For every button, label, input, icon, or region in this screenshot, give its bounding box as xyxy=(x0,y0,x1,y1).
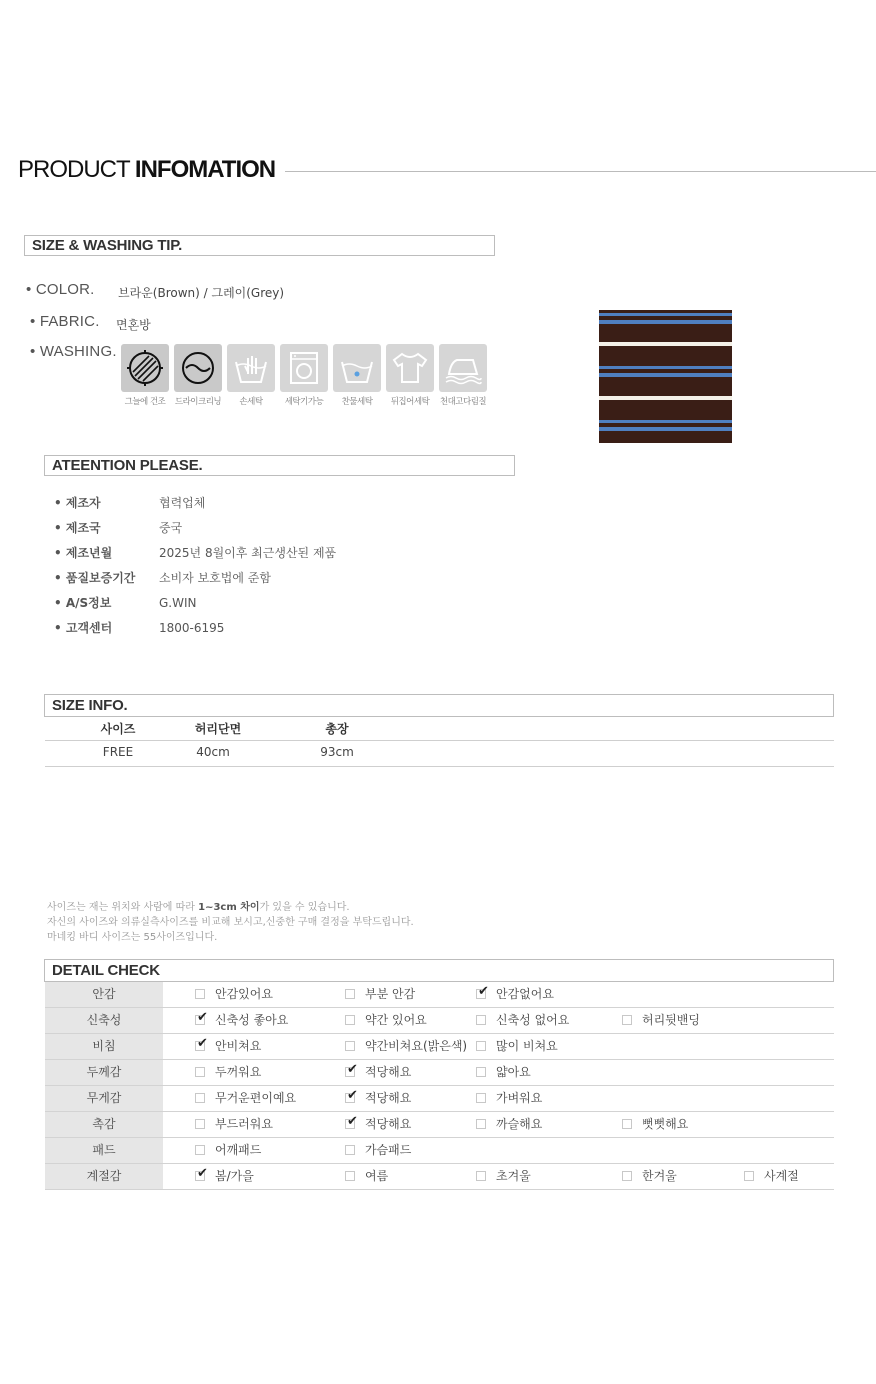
checkbox[interactable] xyxy=(622,1119,632,1129)
inside-out-wash-icon xyxy=(386,344,434,392)
size-col-header: 총장 xyxy=(325,722,349,736)
detail-option-label: 어깨패드 xyxy=(215,1143,262,1157)
washing-label: • WASHING. xyxy=(30,343,117,360)
detail-key: 무게감 xyxy=(45,1086,163,1111)
checkbox-checked[interactable] xyxy=(476,984,489,999)
size-washing-header: SIZE & WASHING TIP. xyxy=(24,235,495,256)
attention-key: • A/S정보 xyxy=(54,596,112,610)
detail-option-label: 얇아요 xyxy=(496,1065,531,1079)
detail-key: 패드 xyxy=(45,1138,163,1163)
detail-key: 안감 xyxy=(45,982,163,1007)
checkbox-checked[interactable] xyxy=(345,1088,358,1103)
iron-with-cloth-icon xyxy=(439,344,487,392)
wash-item-hand-wash xyxy=(227,344,275,407)
wash-label: 뒤집어세탁 xyxy=(390,397,430,407)
checkbox[interactable] xyxy=(476,1171,486,1181)
detail-option-label: 많이 비쳐요 xyxy=(496,1039,558,1053)
wash-label: 세탁기가능 xyxy=(284,397,324,407)
check-icon: ✔ xyxy=(197,1036,208,1051)
title-light: PRODUCT xyxy=(18,156,130,183)
checkbox[interactable] xyxy=(345,1145,355,1155)
color-label: • COLOR. xyxy=(26,281,95,298)
title-divider xyxy=(285,171,876,172)
check-icon: ✔ xyxy=(347,1062,358,1077)
wash-item-cold-wash xyxy=(333,344,381,407)
wash-item-washing-machine xyxy=(280,344,328,407)
checkbox[interactable] xyxy=(345,1171,355,1181)
dry-clean-icon xyxy=(174,344,222,392)
size-cell: 40cm xyxy=(196,745,230,759)
detail-key: 비침 xyxy=(45,1034,163,1059)
checkbox-checked[interactable] xyxy=(195,1036,208,1051)
wash-item-iron xyxy=(439,344,487,407)
detail-option-label: 신축성 좋아요 xyxy=(215,1013,289,1027)
detail-option-label: 여름 xyxy=(365,1169,389,1183)
size-cell: FREE xyxy=(102,745,134,759)
detail-option-label: 사계절 xyxy=(764,1169,799,1183)
fabric-label: • FABRIC. xyxy=(30,313,100,330)
detail-option-label: 까슬해요 xyxy=(496,1117,543,1131)
detail-option-label: 부분 안감 xyxy=(365,987,416,1001)
detail-option-label: 뻣뻣해요 xyxy=(642,1117,689,1131)
detail-key: 계절감 xyxy=(45,1164,163,1189)
fabric-value: 면혼방 xyxy=(116,318,151,332)
detail-row xyxy=(45,1138,834,1164)
attention-key: • 제조자 xyxy=(54,496,101,510)
size-info-header: SIZE INFO. xyxy=(44,694,834,717)
detail-option-label: 초겨울 xyxy=(496,1169,531,1183)
attention-value: 중국 xyxy=(159,521,183,535)
size-note-2: 자신의 사이즈와 의류실측사이즈를 비교해 보시고,신중한 구매 결정을 부탁드립니다. xyxy=(47,917,414,928)
detail-option-label: 안감없어요 xyxy=(496,987,554,1001)
fabric-swatch-image xyxy=(599,310,732,443)
wash-label: 그늘에 건조 xyxy=(124,397,166,407)
checkbox[interactable] xyxy=(195,1093,205,1103)
attention-key: • 고객센터 xyxy=(54,621,113,635)
detail-option-label: 적당해요 xyxy=(365,1117,412,1131)
checkbox[interactable] xyxy=(744,1171,754,1181)
size-cell: 93cm xyxy=(320,745,354,759)
color-value: 브라운(Brown) / 그레이(Grey) xyxy=(118,286,285,300)
detail-key: 촉감 xyxy=(45,1112,163,1137)
check-icon: ✔ xyxy=(347,1114,358,1129)
detail-key: 신축성 xyxy=(45,1008,163,1033)
checkbox[interactable] xyxy=(622,1015,632,1025)
detail-option-label: 약간비쳐요(밝은색) xyxy=(365,1039,468,1053)
detail-option-label: 가벼워요 xyxy=(496,1091,543,1105)
page-title xyxy=(18,156,275,184)
checkbox[interactable] xyxy=(476,1093,486,1103)
check-icon: ✔ xyxy=(197,1010,208,1025)
size-note-3: 마네킹 바디 사이즈는 55사이즈입니다. xyxy=(47,932,218,943)
wash-label: 드라이크리닝 xyxy=(174,397,222,407)
detail-row xyxy=(45,1086,834,1112)
checkbox[interactable] xyxy=(476,1119,486,1129)
checkbox-checked[interactable] xyxy=(345,1062,358,1077)
attention-value: 소비자 보호법에 준함 xyxy=(159,571,271,585)
detail-option-label: 두꺼워요 xyxy=(215,1065,262,1079)
attention-value: 협력업체 xyxy=(159,496,206,510)
attention-key: • 제조국 xyxy=(54,521,101,535)
detail-key: 두께감 xyxy=(45,1060,163,1085)
checkbox[interactable] xyxy=(476,1067,486,1077)
check-icon: ✔ xyxy=(478,984,489,999)
detail-row xyxy=(45,1008,834,1034)
wash-item-dry-clean xyxy=(174,344,222,407)
detail-check-header: DETAIL CHECK xyxy=(44,959,834,982)
size-col-header: 허리단면 xyxy=(194,722,242,736)
detail-option-label: 적당해요 xyxy=(365,1091,412,1105)
checkbox[interactable] xyxy=(195,989,205,999)
detail-row xyxy=(45,1164,834,1190)
size-col-header: 사이즈 xyxy=(100,722,136,736)
checkbox[interactable] xyxy=(345,1041,355,1051)
detail-option-label: 적당해요 xyxy=(365,1065,412,1079)
checkbox-checked[interactable] xyxy=(345,1114,358,1129)
washing-machine-icon xyxy=(280,344,328,392)
wash-item-inside-out xyxy=(386,344,434,407)
wash-label: 천대고다림질 xyxy=(439,397,487,407)
detail-option-label: 부드러워요 xyxy=(215,1117,273,1131)
wash-item-shade-dry xyxy=(121,344,169,407)
size-divider xyxy=(45,766,834,767)
detail-row xyxy=(45,1112,834,1138)
attention-value: G.WIN xyxy=(159,596,197,610)
shade-dry-icon xyxy=(121,344,169,392)
detail-option-label: 안비쳐요 xyxy=(215,1039,262,1053)
size-divider xyxy=(45,740,834,741)
wash-label: 손세탁 xyxy=(239,397,263,407)
checkbox[interactable] xyxy=(195,1119,205,1129)
detail-option-label: 무거운편이예요 xyxy=(215,1091,297,1105)
washing-icons xyxy=(121,344,487,407)
checkbox[interactable] xyxy=(345,1015,355,1025)
detail-option-label: 봄/가을 xyxy=(215,1169,254,1183)
detail-row xyxy=(45,1034,834,1060)
detail-option-label: 신축성 없어요 xyxy=(496,1013,570,1027)
checkbox[interactable] xyxy=(476,1015,486,1025)
attention-value: 2025년 8월이후 최근생산된 제품 xyxy=(159,546,337,560)
checkbox-checked[interactable] xyxy=(195,1010,208,1025)
detail-row xyxy=(45,1060,834,1086)
attention-value: 1800-6195 xyxy=(159,621,225,635)
checkbox[interactable] xyxy=(345,989,355,999)
checkbox[interactable] xyxy=(195,1145,205,1155)
size-note-1: 사이즈는 재는 위치와 사람에 따라 1~3cm 차이가 있을 수 있습니다. xyxy=(47,902,350,913)
detail-option-label: 허리뒷밴딩 xyxy=(642,1013,700,1027)
hand-wash-icon xyxy=(227,344,275,392)
checkbox[interactable] xyxy=(622,1171,632,1181)
detail-option-label: 약간 있어요 xyxy=(365,1013,427,1027)
cold-wash-icon xyxy=(333,344,381,392)
check-icon: ✔ xyxy=(347,1088,358,1103)
checkbox[interactable] xyxy=(195,1067,205,1077)
detail-row xyxy=(45,982,834,1008)
checkbox-checked[interactable] xyxy=(195,1166,208,1181)
detail-option-label: 가슴패드 xyxy=(365,1143,412,1157)
detail-option-label: 한겨울 xyxy=(642,1169,677,1183)
checkbox[interactable] xyxy=(476,1041,486,1051)
wash-label: 찬물세탁 xyxy=(341,397,373,407)
attention-key: • 제조년월 xyxy=(54,546,113,560)
check-icon: ✔ xyxy=(197,1166,208,1181)
title-bold: INFOMATION xyxy=(134,156,276,183)
attention-key: • 품질보증기간 xyxy=(54,571,136,585)
detail-option-label: 안감있어요 xyxy=(215,987,273,1001)
attention-header: ATEENTION PLEASE. xyxy=(44,455,515,476)
